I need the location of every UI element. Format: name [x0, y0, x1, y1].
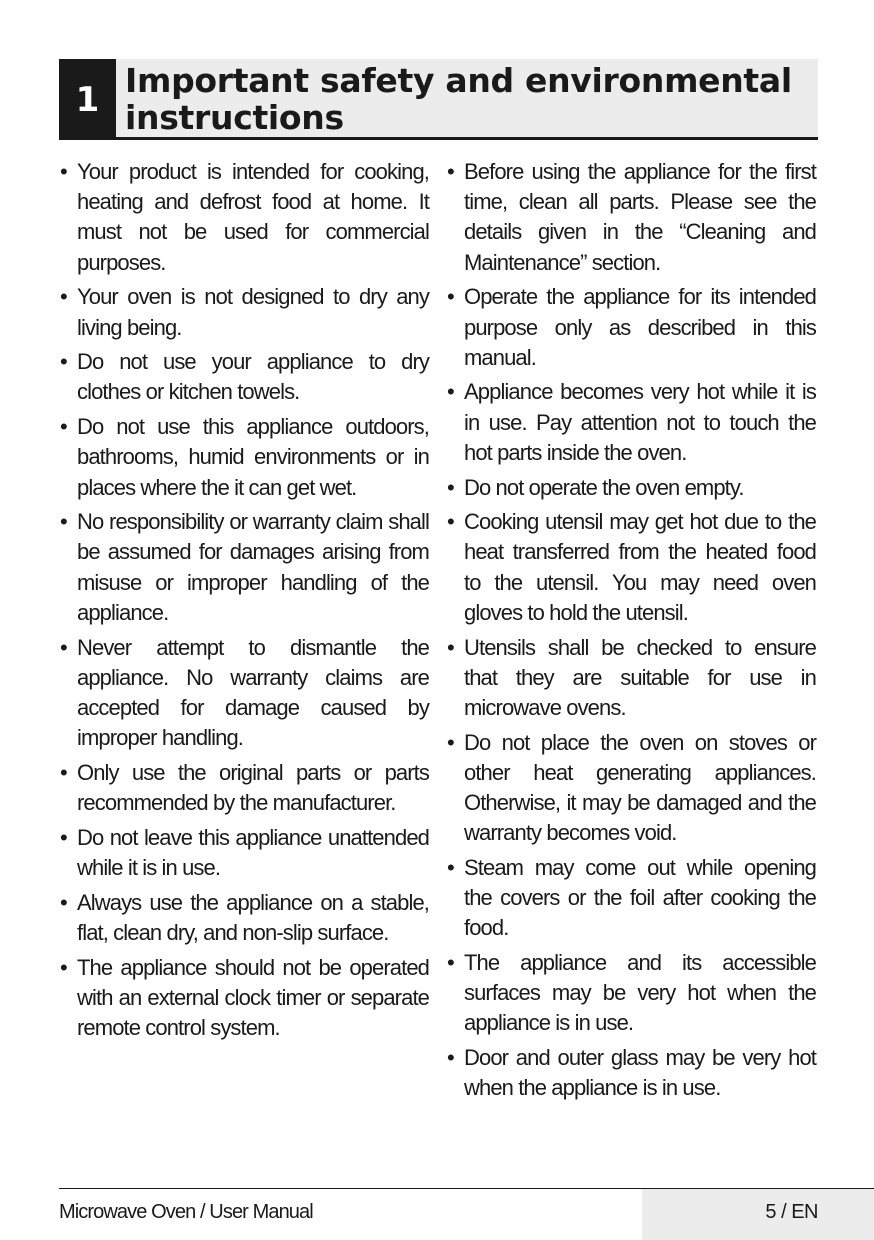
safety-instruction: • Do not use your appliance to dry clothes or kitchen towels.: [59, 347, 429, 407]
footer-manual-title: Microwave Oven / User Manual: [59, 1201, 313, 1223]
safety-instruction: • Do not operate the oven empty.: [446, 473, 816, 503]
safety-instruction: • Do not leave this appliance unattended while it is in use.: [59, 823, 429, 883]
safety-instruction: • No responsibility or warranty claim shall be assumed for damages arising from misuse or improper handling of the appliance.: [59, 507, 429, 628]
safety-instruction: • Do not place the oven on stoves or other heat generating appliances. Otherwise, it may be damaged and the warranty becomes void.: [446, 728, 816, 849]
chapter-number: 1: [59, 59, 116, 140]
safety-instruction: • Appliance becomes very hot while it is in use. Pay attention not to touch the hot parts inside the oven.: [446, 377, 816, 468]
footer-page-number: 5 / EN: [765, 1201, 818, 1223]
safety-instruction: • Cooking utensil may get hot due to the heat transferred from the heated food to the utensil. You may need oven gloves to hold the utensil.: [446, 507, 816, 628]
safety-instruction: • The appliance should not be operated with an external clock timer or separate remote control system.: [59, 953, 429, 1044]
safety-instruction: • The appliance and its accessible surfaces may be very hot when the appliance is in use.: [446, 948, 816, 1039]
safety-instruction: • Steam may come out while opening the covers or the foil after cooking the food.: [446, 853, 816, 944]
safety-instruction: • Your oven is not designed to dry any living being.: [59, 282, 429, 342]
left-column: [59, 157, 429, 1048]
safety-instruction: • Always use the appliance on a stable, flat, clean dry, and non-slip surface.: [59, 888, 429, 948]
safety-instruction: • Your product is intended for cooking, heating and defrost food at home. It must not be used for commercial purposes.: [59, 157, 429, 278]
safety-instruction: • Door and outer glass may be very hot when the appliance is in use.: [446, 1043, 816, 1103]
footer-page-box: [642, 1189, 874, 1240]
safety-instruction: • Never attempt to dismantle the appliance. No warranty claims are accepted for damage caused by improper handling.: [59, 633, 429, 754]
safety-instruction: • Operate the appliance for its intended purpose only as described in this manual.: [446, 282, 816, 373]
section-title: Important safety and environmental instructions: [125, 61, 792, 137]
safety-instruction: • Do not use this appliance outdoors, bathrooms, humid environments or in places where the it can get wet.: [59, 412, 429, 503]
section-header: [59, 59, 818, 140]
safety-instruction: • Before using the appliance for the first time, clean all parts. Please see the details given in the “Cleaning and Maintenance” section.: [446, 157, 816, 278]
right-column: [446, 157, 816, 1108]
safety-instruction: • Utensils shall be checked to ensure that they are suitable for use in microwave ovens.: [446, 633, 816, 724]
safety-instruction: • Only use the original parts or parts recommended by the manufacturer.: [59, 758, 429, 818]
